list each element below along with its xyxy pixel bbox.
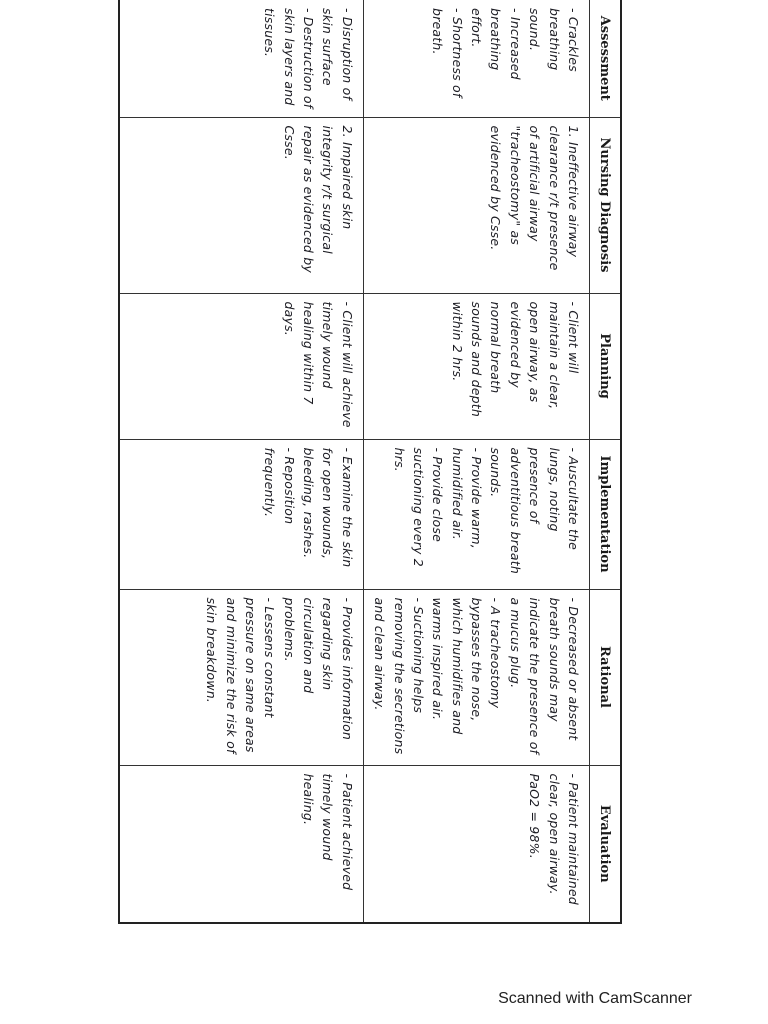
cell-planning — [119, 293, 363, 439]
cell-diagnosis — [363, 117, 589, 293]
cell-text: - Patient achieved timely wound healing. — [301, 773, 355, 891]
cell-text: - Provides information regarding skin circulation and problems. — [281, 597, 355, 741]
scanner-watermark: Scanned with CamScanner — [498, 990, 692, 1007]
cell-text: - A tracheostomy bypasses the nose, which humidifies and warms inspired air. — [430, 597, 504, 735]
header-rational: Rational — [590, 589, 622, 765]
cell-text: - Client will achieve timely wound healing within 7 days. — [281, 301, 355, 428]
cell-text: - Increased breathing effort. — [469, 8, 523, 80]
cell-planning — [363, 293, 589, 439]
table-row — [119, 0, 363, 923]
cell-text: 1. Ineffective airway clearance r/t presence of artificial airway "tracheostomy" as evidenced by Csse. — [488, 125, 581, 271]
nursing-care-plan-table — [118, 0, 622, 924]
table-row — [363, 0, 589, 923]
cell-implementation — [119, 439, 363, 589]
header-nursing-diagnosis: Nursing Diagnosis — [590, 117, 622, 293]
cell-text: PaO2 = 98%. — [527, 773, 543, 859]
cell-text: - Disruption of skin surface — [320, 8, 355, 101]
cell-evaluation — [363, 765, 589, 923]
cell-implementation — [363, 439, 589, 589]
table-header-row — [590, 0, 622, 923]
care-plan-sheet — [118, 0, 622, 922]
cell-text: - Crackles breathing sound. — [527, 8, 581, 72]
cell-text: - Examine the skin for open wounds, bleeding, rashes. — [301, 447, 355, 568]
cell-text: - Patient maintained clear, open airway. — [546, 773, 581, 905]
header-evaluation: Evaluation — [590, 765, 622, 923]
cell-assessment — [119, 0, 363, 117]
cell-text: - Auscultate the lungs, noting presence of adventitious breath sounds. — [488, 447, 581, 574]
header-assessment: Assessment — [590, 0, 622, 117]
cell-evaluation — [119, 765, 363, 923]
cell-diagnosis — [119, 117, 363, 293]
cell-text: - Provide warm, humidified air. — [449, 447, 485, 549]
header-implementation: Implementation — [590, 439, 622, 589]
cell-text: 2. Impaired skin integrity r/t surgical repair as evidenced by Csse. — [281, 125, 355, 273]
cell-assessment — [363, 0, 589, 117]
cell-text: - Provide close suctioning every 2 hrs. — [391, 447, 446, 567]
cell-text: - Shortness of breath. — [430, 8, 465, 98]
cell-text: - Client will maintain a clear, open airway, as evidenced by normal breath sounds and depth within 2 hrs. — [449, 301, 581, 417]
cell-rational — [119, 589, 363, 765]
header-planning: Planning — [590, 293, 622, 439]
cell-text: - Suctioning helps removing the secretions and clean airway. — [372, 597, 426, 755]
cell-text: - Destruction of skin layers and tissues. — [262, 8, 317, 109]
cell-rational — [363, 589, 589, 765]
cell-text: - Reposition frequently. — [262, 447, 297, 525]
cell-text: - Decreased or absent breath sounds may indicate the presence of a mucus plug. — [507, 597, 581, 755]
cell-text: - Lessens constant pressure on same areas and minimize the risk of skin breakdown. — [204, 597, 278, 754]
